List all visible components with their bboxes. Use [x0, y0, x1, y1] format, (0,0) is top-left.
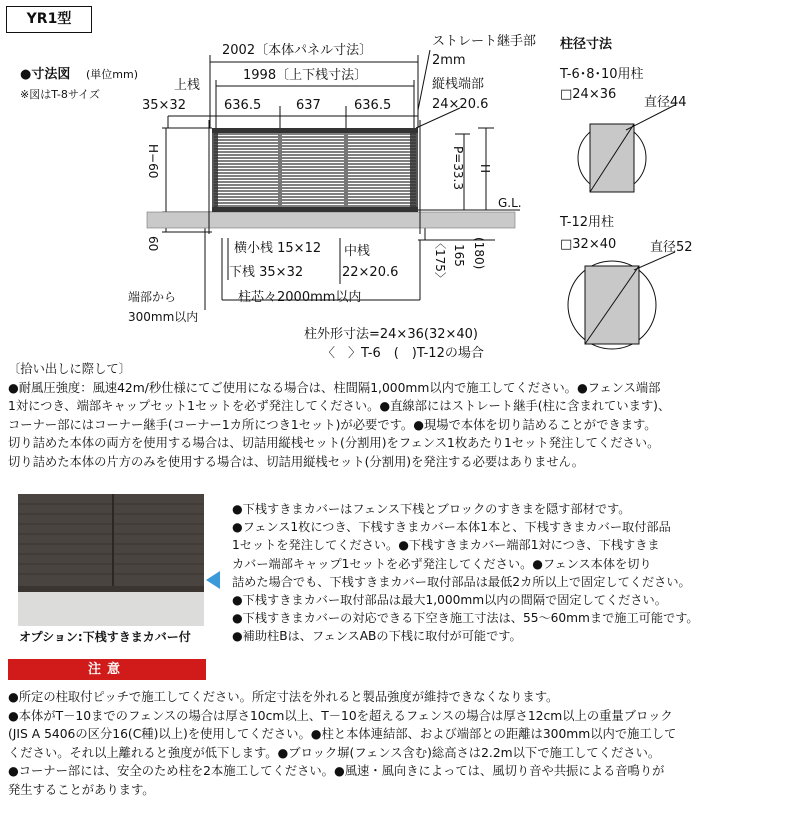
segment-1-dim: 636.5: [224, 98, 262, 113]
option-line: ●補助柱Bは、フェンスABの下桟に取付が可能です。: [232, 629, 522, 644]
option-line: ●下桟すきまカバー取付部品は最大1,000mm以内の間隔で固定してください。: [232, 593, 667, 608]
top-rail-label: 上桟: [174, 78, 201, 93]
post-a-label: T-6･8･10用柱: [560, 67, 644, 82]
dimension-drawing: [0, 0, 800, 380]
depth-t6: 〈175〉: [433, 237, 447, 284]
option-caption: オプション:下桟すきまカバー付: [19, 630, 191, 644]
caution-line: ●コーナー部には、安全のため柱を2本施工してください。●風速・風向きによっては、風切り音や共振による音鳴りが: [8, 764, 665, 778]
pickup-line: 切り詰めた本体の片方のみを使用する場合は、切詰用縦桟セット(分割用)を発注する必要はありません。: [8, 454, 584, 469]
post-a-size: □24×36: [560, 87, 617, 102]
caution-notes: [8, 688, 798, 799]
depth-t8: 165: [452, 244, 466, 267]
segment-2-dim: 637: [296, 98, 321, 113]
caution-line: 発生することがあります。: [8, 782, 155, 797]
straight-joint-label: ストレート継手部: [432, 34, 537, 49]
caution-line: ください。それ以上離れると強度が低下します。●ブロック塀(フェンス含む)総高さは2.2m以下で施工してください。: [8, 745, 661, 760]
joint-gap: 2mm: [432, 53, 466, 68]
mid-stile-label: 中桟: [344, 244, 371, 259]
post-b-label: T-12用柱: [560, 215, 614, 230]
pointer-arrow-icon: [206, 571, 220, 589]
option-line: ●下桟すきまカバーはフェンス下桟とブロックのすきまを隠す部材です。: [232, 502, 631, 516]
post-pitch-dim: 柱芯々2000mm以内: [238, 290, 362, 305]
pickup-line: 1対につき、端部キャップセット1セットを必ず発注してください。●直線部にはストレート継手(柱に含まれています)、: [8, 399, 671, 413]
bottom-rail-label: 下桟 35×32: [229, 265, 304, 280]
dims-note: ※図はT-8サイズ: [20, 88, 101, 101]
post-outer-dims: 柱外形寸法=24×36(32×40): [304, 327, 478, 342]
pickup-line: 切り詰めた本体の両方を使用する場合は、切詰用縦桟セット(分割用)をフェンス1枚あたり1セット発注してください。: [8, 436, 660, 450]
end-from-label: 端部から: [128, 290, 177, 304]
option-line: ●下桟すきまカバーの対応できる下空き施工寸法は、55〜60mmまで施工可能です。: [232, 611, 699, 626]
option-line: 1セットを発注してください。●下桟すきまカバー端部1対につき、下桟すきま: [232, 538, 660, 553]
post-b-diameter: 直径52: [650, 240, 693, 255]
top-rail-size: 35×32: [142, 98, 186, 113]
gl-label: G.L.: [498, 196, 522, 210]
pitch-dim: P=33.3: [451, 146, 465, 191]
post-size-case: 〈 〉T-6 ( )T-12の場合: [322, 346, 484, 361]
model-label: YR1型: [6, 6, 92, 33]
option-line: 詰めた場合でも、下桟すきまカバー取付部品は最低2カ所以上で固定してください。: [232, 574, 691, 589]
end-from-value: 300mm以内: [128, 310, 199, 324]
pickup-notes: [8, 360, 798, 471]
base-dim: 60: [146, 236, 160, 252]
panel-total-dim: 2002〔本体パネル寸法〕: [222, 43, 373, 58]
h-dim: H: [478, 164, 492, 174]
post-b-size: □32×40: [560, 237, 617, 252]
post-a-diameter: 直径44: [644, 95, 687, 110]
small-rail-label: 横小桟 15×12: [234, 241, 322, 256]
caution-line: ●本体がT－10までのフェンスの場合は厚さ10cm以上、T－10を超えるフェンスの場合は厚さ12cm以上の重量ブロック: [8, 708, 673, 723]
caution-line: ●所定の柱取付ピッチで施工してください。所定寸法を外れると製品強度が維持できなくなります。: [8, 690, 559, 704]
dims-heading: ●寸法図: [20, 67, 71, 82]
option-line: カバー端部キャップ1セットを必ず発注してください。●フェンス本体を切り: [232, 556, 652, 571]
caution-line: (JIS A 5406の区分16(C種)以上)を使用してください。●柱と本体連結部、および端部との距離は300mm以内で施工して: [8, 727, 677, 741]
pickup-line: コーナー部にはコーナー継手(コーナー1カ所につき1セット)が必要です。●現場で本体を切り詰めることができます。: [8, 417, 657, 432]
rail-total-dim: 1998〔上下桟寸法〕: [243, 68, 368, 83]
option-photo: [18, 494, 204, 626]
post-dims-title: 柱径寸法: [560, 37, 613, 52]
option-notes: [232, 500, 798, 646]
end-stile-size: 24×20.6: [432, 97, 489, 112]
end-stile-label: 縦桟端部: [432, 77, 485, 92]
mid-stile-size: 22×20.6: [342, 265, 399, 280]
depth-t12: (180): [472, 237, 486, 270]
dims-unit: (単位mm): [86, 68, 139, 81]
pickup-heading: 〔拾い出しに際して〕: [8, 362, 131, 376]
option-line: ●フェンス1枚につき、下桟すきまカバー本体1本と、下桟すきまカバー取付部品: [232, 520, 671, 535]
pickup-line: ●耐風圧強度：風速42m/秒仕様にてご使用になる場合は、柱間隔1,000mm以内で施工してください。●フェンス端部: [8, 380, 661, 395]
caution-badge: 注意: [8, 659, 206, 680]
segment-3-dim: 636.5: [354, 98, 392, 113]
height-dim: H−60: [146, 144, 160, 179]
